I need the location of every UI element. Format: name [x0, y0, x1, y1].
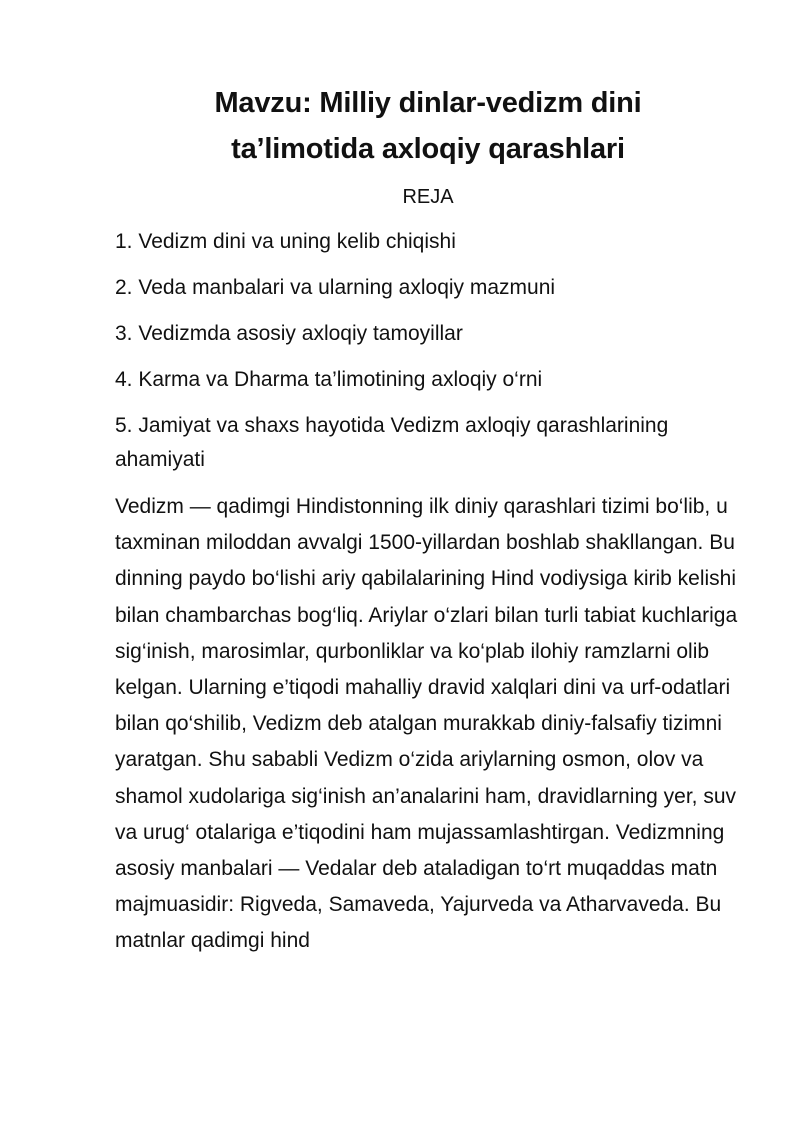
- plan-item: 1. Vedizm dini va uning kelib chiqishi: [115, 230, 456, 253]
- document-title: [0, 80, 800, 172]
- title-line-1: Mavzu: Milliy dinlar-vedizm dini: [214, 87, 642, 119]
- plan-item: 3. Vedizmda asosiy axloqiy tamoyillar: [115, 322, 463, 345]
- plan-item: 2. Veda manbalari va ularning axloqiy mazmuni: [115, 276, 556, 299]
- plan-list: [115, 225, 735, 489]
- plan-item: 5. Jamiyat va shaxs hayotida Vedizm axloqiy qarashlarining ahamiyati: [115, 414, 669, 471]
- body-paragraph: Vedizm — qadimgi Hindistonning ilk diniy qarashlari tizimi bo‘lib, u taxminan miloddan avvalgi 1500-yillardan boshlab shakllangan. Bu dinning paydo bo‘lishi ariy qabilalarining Hind vodiysiga kirib kelishi bilan chambarchas bog‘liq. Ariylar o‘zlari bilan turli tabiat kuchlariga sig‘inish, marosimlar, qurbonliklar va ko‘plab ilohiy ramzlarni olib kelgan. Ularning e’tiqodi mahalliy dravid xalqlari dini va urf-odatlari bilan qo‘shilib, Vedizm deb atalgan murakkab diniy-falsafiy tizimni yaratgan. Shu sababli Vedizm o‘zida ariylarning osmon, olov va shamol xudolariga sig‘inish an’analarini ham, dravidlarning yer, suv va urug‘ otalariga e’tiqodini ham mujassamlashtirgan. Vedizmning asosiy manbalari — Vedalar deb ataladigan to‘rt muqaddas matn majmuasidir: Rigveda, Samaveda, Yajurveda va Atharvaveda. Bu matnlar qadimgi hind: [115, 495, 738, 953]
- title-line-2: ta’limotida axloqiy qarashlari: [231, 133, 625, 165]
- plan-heading: REJA: [402, 186, 454, 208]
- plan-item: 4. Karma va Dharma ta’limotining axloqiy o‘rni: [115, 368, 543, 391]
